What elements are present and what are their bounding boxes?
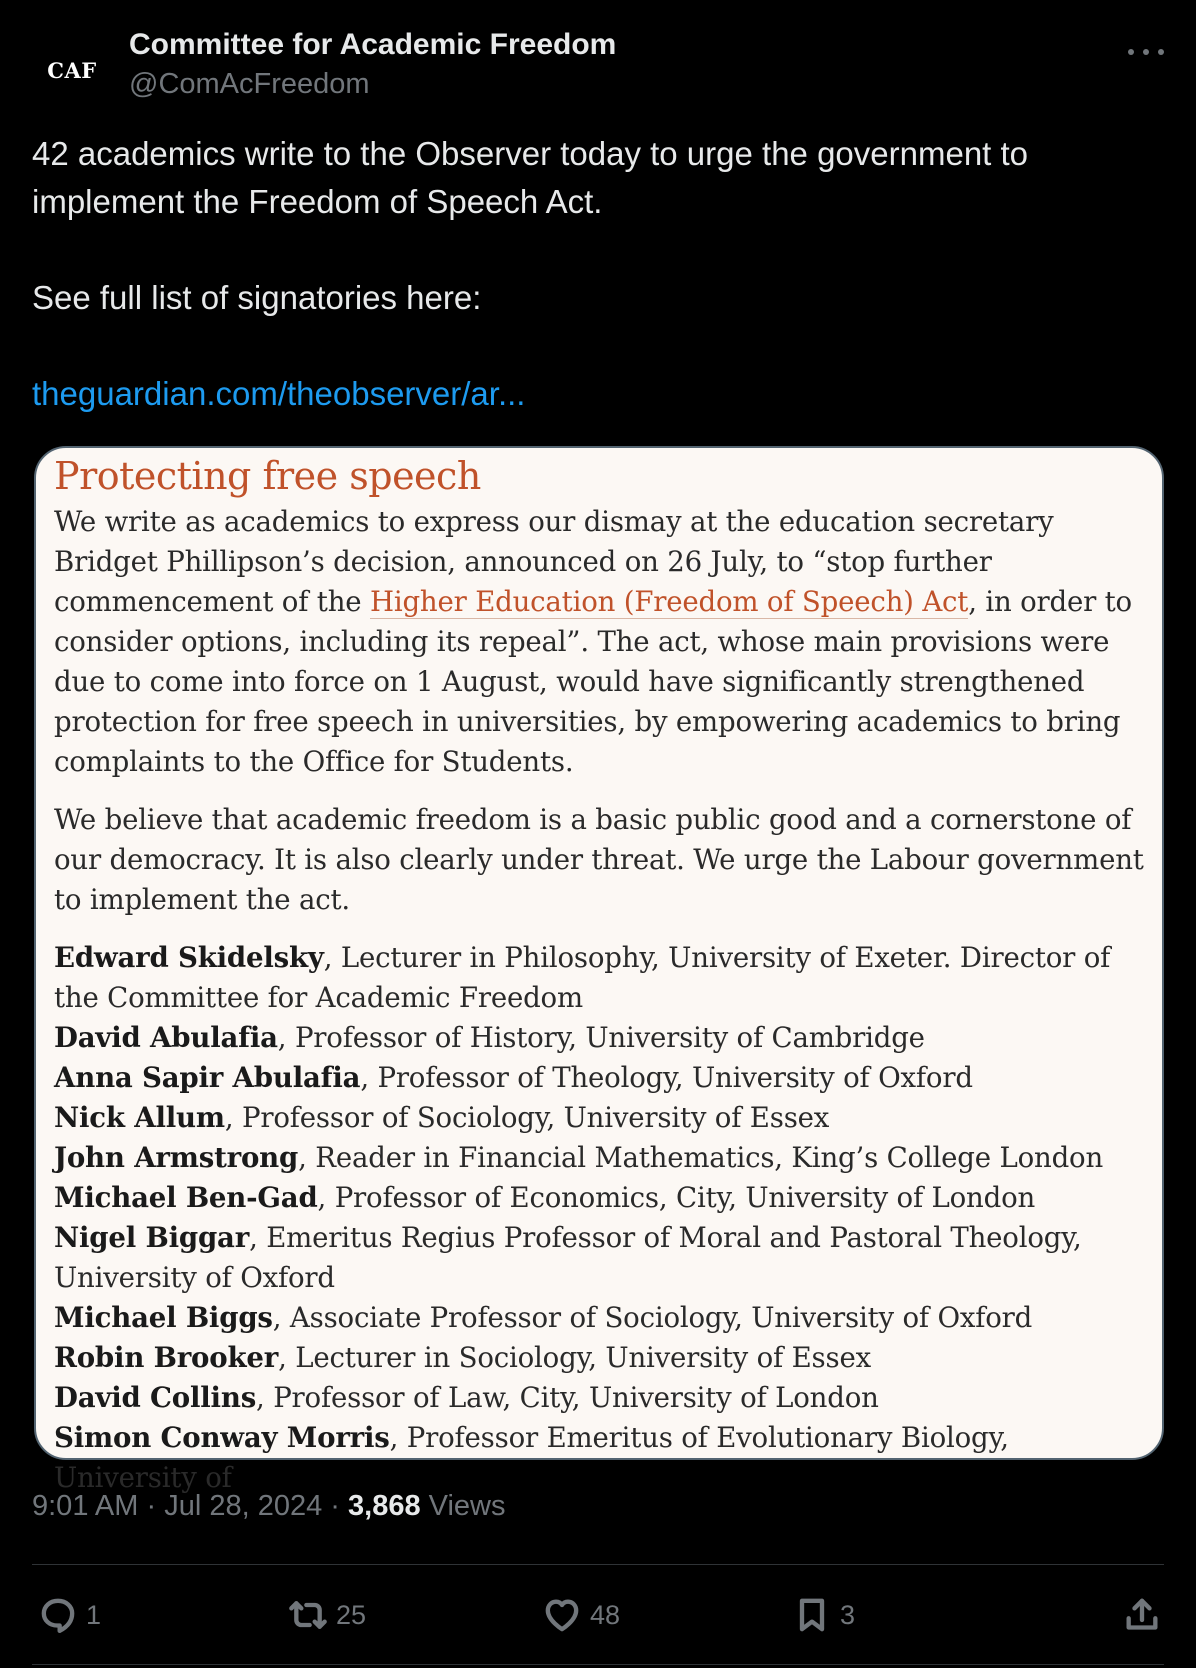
share-icon: [1122, 1595, 1162, 1635]
article-clipping: [54, 450, 1154, 1498]
bookmark-button[interactable]: [792, 1590, 855, 1640]
signatory-role: , Lecturer in Philosophy, University of Exeter. Director of the Committee for Academic Freedom: [54, 941, 1111, 1014]
signatory-role: , Reader in Financial Mathematics, King’s College London: [298, 1141, 1104, 1174]
tweet-text-line-2: See full list of signatories here:: [32, 279, 482, 316]
author-display-name[interactable]: Committee for Academic Freedom: [129, 28, 617, 61]
signatory-item: [54, 1058, 1154, 1098]
reply-button[interactable]: [38, 1590, 101, 1640]
divider-bottom: [32, 1664, 1164, 1665]
bookmark-count: 3: [840, 1599, 856, 1630]
signatory-item: [54, 938, 1154, 1018]
tweet-text-line-1: 42 academics write to the Observer today to urge the government to implement the Freedom of Speech Act.: [32, 135, 1029, 220]
avatar[interactable]: [32, 30, 112, 110]
signatory-name: Nigel Biggar: [54, 1221, 250, 1254]
signatory-item: [54, 1378, 1154, 1418]
signatory-role: , Professor of History, University of Cambridge: [277, 1021, 925, 1054]
reply-icon: [38, 1595, 78, 1635]
signatory-role: , Lecturer in Sociology, University of Essex: [278, 1341, 871, 1374]
signatory-item: [54, 1338, 1154, 1378]
signatory-role: , Professor of Theology, University of Oxford: [360, 1061, 973, 1094]
like-count: 48: [590, 1599, 621, 1630]
divider: [32, 1564, 1164, 1565]
article-link[interactable]: theguardian.com/theobserver/ar...: [32, 375, 526, 412]
signatory-name: John Armstrong: [54, 1141, 299, 1174]
attached-image-card[interactable]: [34, 446, 1164, 1494]
signatory-item: [54, 1098, 1154, 1138]
act-link-text: Higher Education (Freedom of Speech) Act: [369, 585, 969, 618]
signatory-list: [54, 938, 1154, 1498]
signatory-name: Michael Biggs: [54, 1301, 273, 1334]
signatory-name: Anna Sapir Abulafia: [54, 1061, 361, 1094]
signatory-name: Simon Conway Morris: [54, 1421, 390, 1454]
more-options-icon[interactable]: [1128, 40, 1164, 64]
like-button[interactable]: [542, 1590, 620, 1640]
signatory-name: David Abulafia: [54, 1021, 278, 1054]
signatory-item: [54, 1418, 1154, 1498]
tweet-metadata: 9:01 AM · Jul 28, 2024 · 3,868 Views: [32, 1490, 506, 1522]
signatory-item: [54, 1298, 1154, 1338]
signatory-role: , Professor of Law, City, University of London: [256, 1381, 879, 1414]
signatory-role: , Professor of Economics, City, University of London: [317, 1181, 1036, 1214]
share-button[interactable]: [1122, 1590, 1170, 1640]
signatory-role: , Professor Emeritus of Evolutionary Biology, University of: [54, 1421, 1009, 1494]
repost-count: 25: [336, 1599, 367, 1630]
signatory-item: [54, 1018, 1154, 1058]
post-date[interactable]: Jul 28, 2024: [164, 1490, 323, 1522]
signatory-name: Edward Skidelsky: [54, 941, 324, 974]
views-count: 3,868: [348, 1490, 421, 1522]
avatar-logo-text: CAF: [47, 57, 97, 83]
author-handle[interactable]: @ComAcFreedom: [129, 68, 370, 100]
views-label: Views: [428, 1490, 506, 1522]
action-bar: [32, 1590, 1164, 1640]
tweet-header: [32, 24, 1164, 114]
signatory-role: , Emeritus Regius Professor of Moral and Pastoral Theology, University of Oxford: [54, 1221, 1082, 1294]
post-time[interactable]: 9:01 AM: [32, 1490, 139, 1522]
signatory-item: [54, 1178, 1154, 1218]
article-paragraph-2: We believe that academic freedom is a basic public good and a cornerstone of our democracy. It is also clearly under threat. We urge the Labour government to implement the act.: [54, 803, 1144, 916]
signatory-item: [54, 1218, 1154, 1298]
article-title: Protecting free speech: [54, 454, 481, 498]
tweet-text: [32, 130, 1164, 418]
signatory-name: Robin Brooker: [54, 1341, 279, 1374]
bookmark-icon: [792, 1595, 832, 1635]
heart-icon: [542, 1595, 582, 1635]
signatory-name: Michael Ben-Gad: [54, 1181, 318, 1214]
signatory-role: , Professor of Sociology, University of Essex: [224, 1101, 830, 1134]
signatory-role: , Associate Professor of Sociology, University of Oxford: [272, 1301, 1033, 1334]
signatory-item: [54, 1138, 1154, 1178]
signatory-name: David Collins: [54, 1381, 257, 1414]
signatory-name: Nick Allum: [54, 1101, 225, 1134]
article-paragraph-1: We write as academics to express our dismay at the education secretary Bridget Phillipson’s decision, announced on 26 July, to “stop further commencement of the Higher Education (Freedom of Speech) Act, in order to consider options, including its repeal”. The act, whose main provisions were due to come into force on 1 August, would have significantly strengthened protection for free speech in universities, by empowering academics to bring complaints to the Office for Students.: [54, 505, 1132, 778]
repost-button[interactable]: [288, 1590, 366, 1640]
reply-count: 1: [86, 1599, 102, 1630]
repost-icon: [288, 1595, 328, 1635]
